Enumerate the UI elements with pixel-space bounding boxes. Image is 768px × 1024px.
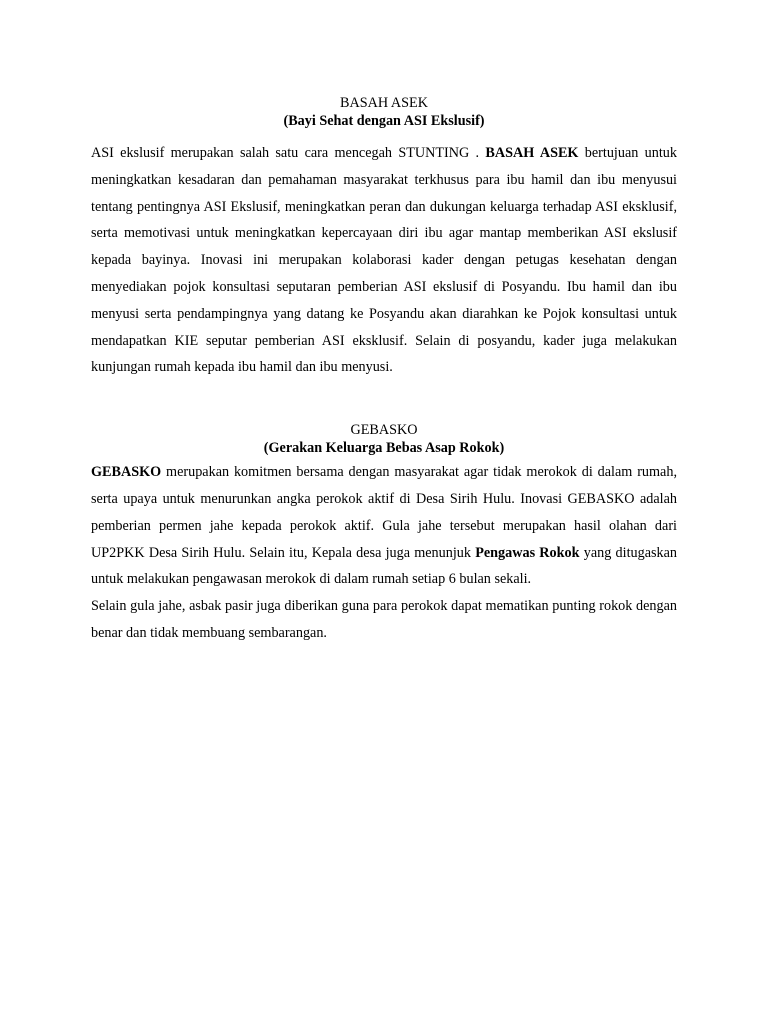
paragraph-text: merupakan komitmen bersama dengan masyarakat agar tidak merokok di dalam rumah, serta upaya untuk menurunkan angka perokok aktif di Desa Sirih Hulu. Inovasi GEBASKO adalah pemberian permen jahe kepada perokok aktif. Gula jahe tersebut merupakan hasil olahan dari UP2PKK Desa Sirih Hulu. Selain itu, Kepala desa juga menunjuk — [91, 464, 677, 561]
section-gebasko — [91, 421, 677, 647]
paragraph-bold-text: Pengawas Rokok — [475, 544, 580, 561]
section-paragraph — [91, 140, 677, 381]
paragraph-bold-text: GEBASKO — [91, 464, 162, 481]
section-subtitle: (Bayi Sehat dengan ASI Ekslusif) — [283, 113, 485, 129]
section-paragraph: Selain gula jahe, asbak pasir juga diberikan guna para perokok dapat mematikan punting rokok dengan benar dan tidak membuang sembarangan. — [91, 598, 677, 641]
paragraph-text: ASI ekslusif merupakan salah satu cara mencegah STUNTING . — [91, 145, 486, 161]
section-subtitle: (Gerakan Keluarga Bebas Asap Rokok) — [263, 440, 505, 457]
section-title: BASAH ASEK — [340, 95, 428, 111]
section-title: GEBASKO — [350, 422, 418, 439]
paragraph-bold-text: BASAH ASEK — [485, 145, 579, 161]
paragraph-text: bertujuan untuk meningkatkan kesadaran dan pemahaman masyarakat terkhusus para ibu hamil dan ibu menyusui tentang pentingnya ASI Ekslusif, meningkatkan peran dan dukungan keluarga terhadap ASI eksklusif, serta memotivasi untuk meningkatkan kepercayaan diri ibu agar mantap memberikan ASI ekslusif kepada bayinya. Inovasi ini merupakan kolaborasi kader dengan petugas kesehatan dengan menyediakan pojok konsultasi seputaran pemberian ASI ekslusif di Posyandu. Ibu hamil dan ibu menyusi serta pendampingnya yang datang ke Posyandu akan diarahkan ke Pojok konsultasi untuk mendapatkan KIE seputar pemberian ASI eksklusif. Selain di posyandu, kader juga melakukan kunjungan rumah kepada ibu hamil dan ibu menyusi. — [91, 145, 677, 376]
section-basah-asek — [91, 94, 677, 381]
paragraph-text: yang ditugaskan untuk melakukan pengawasan merokok di dalam rumah setiap 6 bulan sekali. — [91, 544, 678, 588]
document-page — [91, 94, 677, 647]
section-paragraph — [91, 459, 677, 593]
